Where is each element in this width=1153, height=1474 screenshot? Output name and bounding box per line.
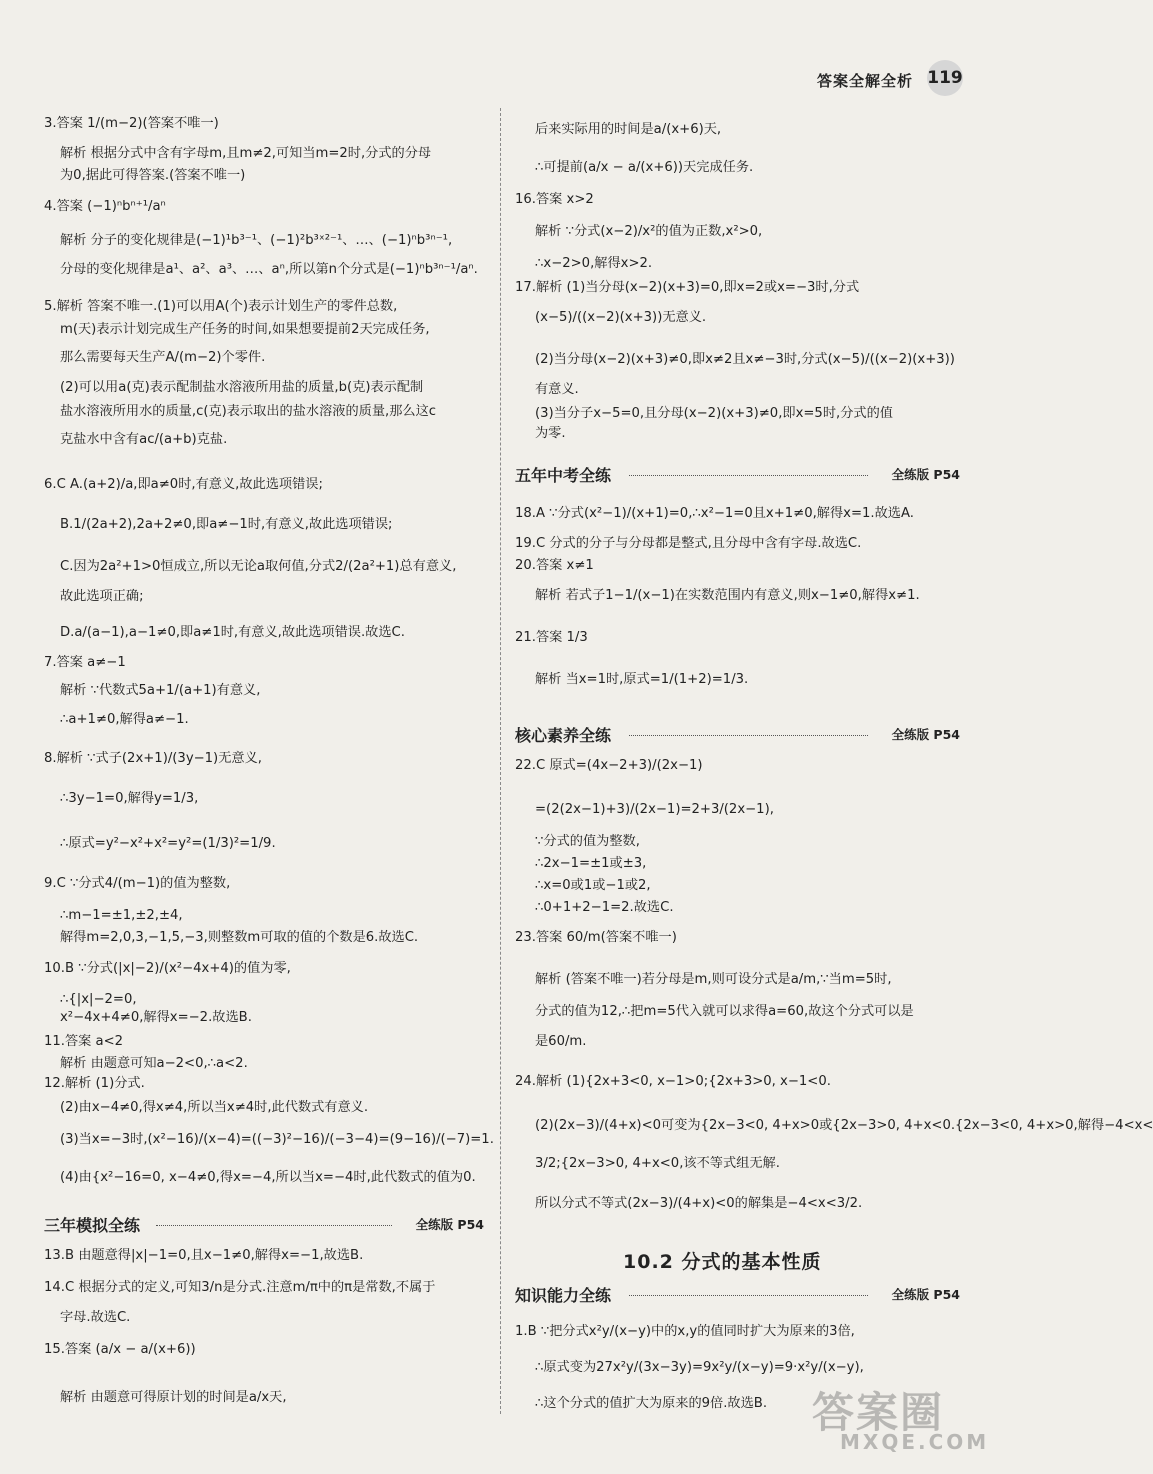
answer-line: 6.C A.(a+2)/a,即a≠0时,有意义,故此选项错误; xyxy=(44,477,323,492)
answer-line: (2)(2x−3)/(4+x)<0可变为{2x−3<0, 4+x>0或{2x−3>0, 4+x<0.{2x−3<0, 4+x>0,解得−4<x< xyxy=(535,1118,1153,1133)
section-page-ref: 全练版 P54 xyxy=(891,727,960,742)
section-rule xyxy=(629,1295,868,1296)
watermark-text: 答案圈 xyxy=(812,1388,945,1437)
section-title: 五年中考全练 xyxy=(515,466,612,485)
answer-line: (3)当分子x−5=0,且分母(x−2)(x+3)≠0,即x=5时,分式的值 xyxy=(535,406,893,421)
answer-line: 字母.故选C. xyxy=(60,1310,131,1325)
answer-line: 10.B ∵分式(|x|−2)/(x²−4x+4)的值为零, xyxy=(44,961,291,976)
section-rule xyxy=(156,1225,392,1226)
answer-line: 分式的值为12,∴把m=5代入就可以求得a=60,故这个分式可以是 xyxy=(535,1004,914,1019)
answer-line: 17.解析 (1)当分母(x−2)(x+3)=0,即x=2或x=−3时,分式 xyxy=(515,280,860,295)
page-number-badge: 119 xyxy=(927,60,963,96)
answer-line: ∴原式=y²−x²+x²=y²=(1/3)²=1/9. xyxy=(60,836,276,851)
answer-line: 解析 ∵分式(x−2)/x²的值为正数,x²>0, xyxy=(535,224,763,239)
answer-line: 1.B ∵把分式x²y/(x−y)中的x,y的值同时扩大为原来的3倍, xyxy=(515,1324,855,1339)
answer-line: (x−5)/((x−2)(x+3))无意义. xyxy=(535,310,707,325)
answer-line: (2)由x−4≠0,得x≠4,所以当x≠4时,此代数式有意义. xyxy=(60,1100,369,1115)
section-title: 三年模拟全练 xyxy=(44,1216,141,1235)
answer-line: 盐水溶液所用水的质量,c(克)表示取出的盐水溶液的质量,那么这c xyxy=(60,404,437,419)
section-header-zhishi xyxy=(515,1283,960,1305)
answer-line: (3)当x=−3时,(x²−16)/(x−4)=((−3)²−16)/(−3−4)=(9−16)/(−7)=1. xyxy=(60,1132,494,1147)
answer-line: ∴这个分式的值扩大为原来的9倍.故选B. xyxy=(535,1396,768,1411)
answer-line: (4)由{x²−16=0, x−4≠0,得x=−4,所以当x=−4时,此代数式的值为0. xyxy=(60,1170,476,1185)
answer-line: 3.答案 1/(m−2)(答案不唯一) xyxy=(44,116,219,131)
answer-line: 3/2;{2x−3>0, 4+x<0,该不等式组无解. xyxy=(535,1156,780,1171)
answer-line: ∴0+1+2−1=2.故选C. xyxy=(535,900,674,915)
answer-line: 解析 由题意可得原计划的时间是a/x天, xyxy=(60,1390,287,1405)
answer-line: 有意义. xyxy=(535,382,579,397)
answer-line: (2)当分母(x−2)(x+3)≠0,即x≠2且x≠−3时,分式(x−5)/((x−2)(x+3)) xyxy=(535,352,955,367)
answer-line: 18.A ∵分式(x²−1)/(x+1)=0,∴x²−1=0且x+1≠0,解得x=1.故选A. xyxy=(515,506,914,521)
column-divider xyxy=(500,108,501,1414)
answer-line: 所以分式不等式(2x−3)/(4+x)<0的解集是−4<x<3/2. xyxy=(535,1196,863,1211)
answer-line: =(2(2x−1)+3)/(2x−1)=2+3/(2x−1), xyxy=(535,802,774,817)
section-header-hexin xyxy=(515,723,960,745)
answer-line: 12.解析 (1)分式. xyxy=(44,1076,145,1091)
section-page-ref: 全练版 P54 xyxy=(891,467,960,482)
answer-line: 8.解析 ∵式子(2x+1)/(3y−1)无意义, xyxy=(44,751,262,766)
answer-line: 11.答案 a<2 xyxy=(44,1034,124,1049)
answer-line: 24.解析 (1){2x+3<0, x−1>0;{2x+3>0, x−1<0. xyxy=(515,1074,831,1089)
answer-line: 解析 若式子1−1/(x−1)在实数范围内有意义,则x−1≠0,解得x≠1. xyxy=(535,588,920,603)
section-title: 知识能力全练 xyxy=(515,1286,612,1305)
section-rule xyxy=(629,475,868,476)
answer-line: 4.答案 (−1)ⁿbⁿ⁺¹/aⁿ xyxy=(44,199,166,214)
answer-line: 后来实际用的时间是a/(x+6)天, xyxy=(535,122,722,137)
answer-line: 14.C 根据分式的定义,可知3/n是分式.注意m/π中的π是常数,不属于 xyxy=(44,1280,436,1295)
answer-line: 解析 (答案不唯一)若分母是m,则可设分式是a/m,∵当m=5时, xyxy=(535,972,892,987)
answer-line: 解析 当x=1时,原式=1/(1+2)=1/3. xyxy=(535,672,749,687)
answer-line: 23.答案 60/m(答案不唯一) xyxy=(515,930,677,945)
watermark-logo xyxy=(812,1380,990,1460)
answer-line: 故此选项正确; xyxy=(60,589,144,604)
section-title: 核心素养全练 xyxy=(515,726,612,745)
answer-line: 16.答案 x>2 xyxy=(515,192,594,207)
answer-line: ∴原式变为27x²y/(3x−3y)=9x²y/(x−y)=9·x²y/(x−y), xyxy=(535,1360,864,1375)
answer-line: 19.C 分式的分子与分母都是整式,且分母中含有字母.故选C. xyxy=(515,536,862,551)
answer-line: 是60/m. xyxy=(535,1034,587,1049)
answer-line: 解析 由题意可知a−2<0,∴a<2. xyxy=(60,1056,248,1071)
section-rule xyxy=(629,735,868,736)
chapter-title: 10.2 分式的基本性质 xyxy=(623,1251,822,1273)
answer-line: 克盐水中含有ac/(a+b)克盐. xyxy=(60,432,228,447)
answer-line: ∵分式的值为整数, xyxy=(535,834,640,849)
answer-line: 那么需要每天生产A/(m−2)个零件. xyxy=(60,350,266,365)
answer-line: ∴x=0或1或−1或2, xyxy=(535,878,651,893)
answer-line: D.a/(a−1),a−1≠0,即a≠1时,有意义,故此选项错误.故选C. xyxy=(60,625,405,640)
answer-line: B.1/(2a+2),2a+2≠0,即a≠−1时,有意义,故此选项错误; xyxy=(60,517,393,532)
answer-line: 13.B 由题意得|x|−1=0,且x−1≠0,解得x=−1,故选B. xyxy=(44,1248,364,1263)
answer-line: 21.答案 1/3 xyxy=(515,630,588,645)
watermark-url: MXQE.COM xyxy=(840,1430,990,1454)
answer-line: ∴3y−1=0,解得y=1/3, xyxy=(60,791,199,806)
section-page-ref: 全练版 P54 xyxy=(415,1217,484,1232)
answer-line: ∴可提前(a/x − a/(x+6))天完成任务. xyxy=(535,160,754,175)
answer-line: ∴2x−1=±1或±3, xyxy=(535,856,647,871)
page-header-title: 答案全解全析 xyxy=(817,72,914,90)
answer-line: ∴{|x|−2=0, xyxy=(60,992,137,1007)
answer-line: 9.C ∵分式4/(m−1)的值为整数, xyxy=(44,876,231,891)
answer-line: 解析 分子的变化规律是(−1)¹b³⁻¹、(−1)²b³ˣ²⁻¹、…、(−1)ⁿb³ⁿ⁻¹, xyxy=(60,233,453,248)
answer-line: 解析 ∵代数式5a+1/(a+1)有意义, xyxy=(60,683,261,698)
answer-line: 解析 根据分式中含有字母m,且m≠2,可知当m=2时,分式的分母 xyxy=(60,146,432,161)
section-page-ref: 全练版 P54 xyxy=(891,1287,960,1302)
answer-line: ∴m−1=±1,±2,±4, xyxy=(60,908,183,923)
section-header-sanian xyxy=(44,1213,484,1235)
answer-line: 20.答案 x≠1 xyxy=(515,558,594,573)
answer-line: 22.C 原式=(4x−2+3)/(2x−1) xyxy=(515,758,703,773)
answer-line: ∴a+1≠0,解得a≠−1. xyxy=(60,712,189,727)
answer-line: x²−4x+4≠0,解得x=−2.故选B. xyxy=(60,1010,252,1025)
answer-line: 为零. xyxy=(535,426,566,441)
answer-line: 15.答案 (a/x − a/(x+6)) xyxy=(44,1342,196,1357)
answer-line: ∴x−2>0,解得x>2. xyxy=(535,256,653,271)
answer-line: 5.解析 答案不唯一.(1)可以用A(个)表示计划生产的零件总数, xyxy=(44,299,398,314)
section-header-wunian xyxy=(515,463,960,485)
answer-line: 分母的变化规律是a¹、a²、a³、…、aⁿ,所以第n个分式是(−1)ⁿb³ⁿ⁻¹/aⁿ. xyxy=(60,262,478,277)
answer-line: 为0,据此可得答案.(答案不唯一) xyxy=(60,168,246,183)
answer-line: 解得m=2,0,3,−1,5,−3,则整数m可取的值的个数是6.故选C. xyxy=(60,930,419,945)
answer-line: (2)可以用a(克)表示配制盐水溶液所用盐的质量,b(克)表示配制 xyxy=(60,380,424,395)
answer-line: m(天)表示计划完成生产任务的时间,如果想要提前2天完成任务, xyxy=(60,322,430,337)
answer-line: C.因为2a²+1>0恒成立,所以无论a取何值,分式2/(2a²+1)总有意义, xyxy=(60,559,457,574)
answer-line: 7.答案 a≠−1 xyxy=(44,655,126,670)
